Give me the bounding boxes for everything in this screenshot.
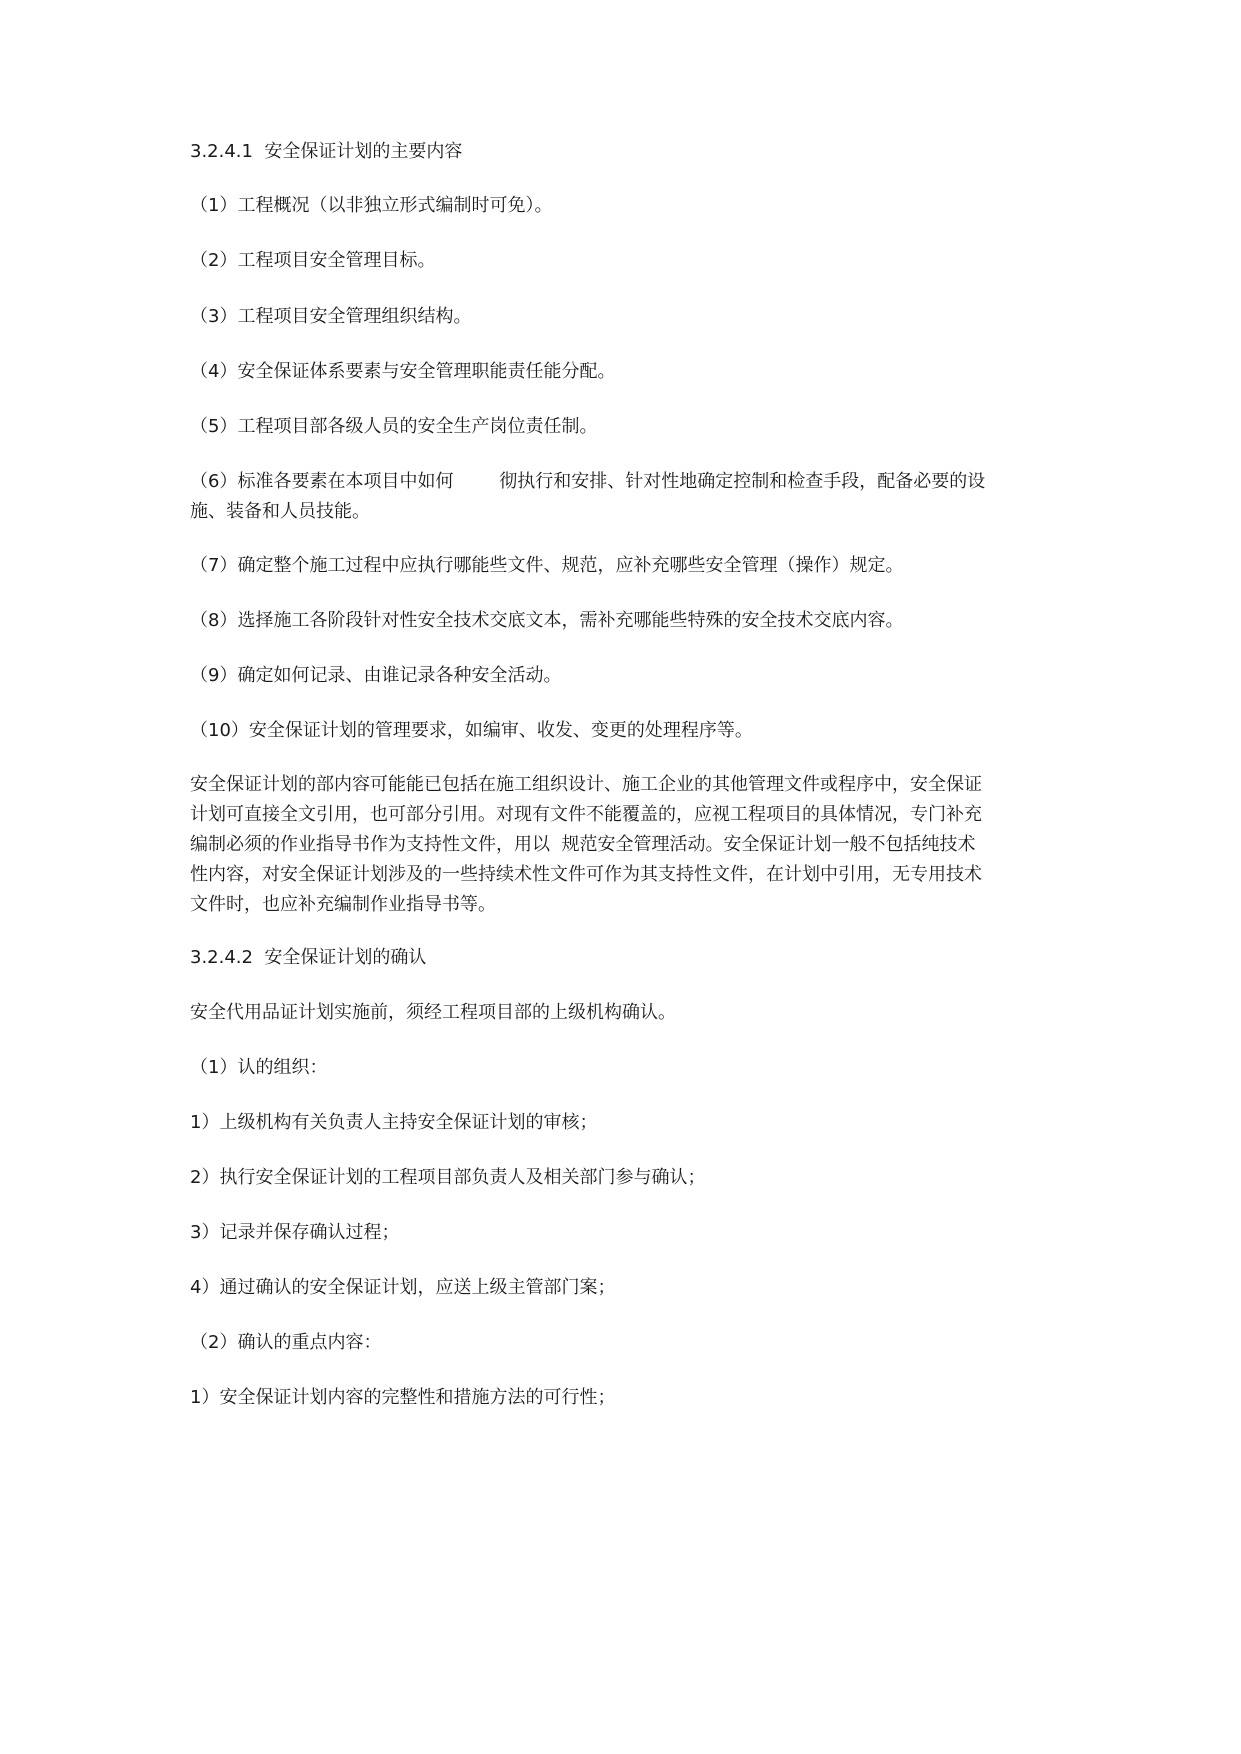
intro-text: 安全代用品证计划实施前，须经工程项目部的上级机构确认。	[190, 1002, 676, 1023]
list-item: 2）执行安全保证计划的工程项目部负责人及相关部门参与确认；	[190, 1167, 706, 1188]
list-item: 1）上级机构有关负责人主持安全保证计划的审核；	[190, 1112, 598, 1133]
list-item: 4）通过确认的安全保证计划，应送上级主管部门案；	[190, 1277, 616, 1298]
list-item: （4）安全保证体系要素与安全管理职能责任能分配。	[190, 361, 616, 382]
list-item: （5）工程项目部各级人员的安全生产岗位责任制。	[190, 416, 598, 437]
list-item: 3）记录并保存确认过程；	[190, 1222, 400, 1243]
subsection-title: （2）确认的重点内容：	[190, 1332, 382, 1353]
list-item: （9）确定如何记录、由谁记录各种安全活动。	[190, 665, 562, 686]
list-item: （1）工程概况（以非独立形式编制时可免）。	[190, 195, 553, 216]
paragraph-line: 计划可直接全文引用，也可部分引用。对现有文件不能覆盖的，应视工程项目的具体情况，专门补充	[190, 804, 982, 825]
paragraph-line: 编制必须的作业指导书作为支持性文件，用以 规范安全管理活动。安全保证计划一般不包括纯技术	[190, 834, 976, 855]
list-item: （10）安全保证计划的管理要求，如编审、收发、变更的处理程序等。	[190, 720, 753, 741]
list-item: （2）工程项目安全管理目标。	[190, 250, 436, 271]
list-item: 1）安全保证计划内容的完整性和措施方法的可行性；	[190, 1387, 616, 1408]
list-item-6	[190, 467, 1060, 527]
list-item-6-line: （6）标准各要素在本项目中如何 彻执行和安排、针对性地确定控制和检查手段，配备必要的设	[190, 471, 986, 492]
body-paragraph	[190, 770, 1060, 920]
section-heading-3-2-4-2: 3.2.4.2 安全保证计划的确认	[190, 947, 427, 968]
list-item: （7）确定整个施工过程中应执行哪能些文件、规范，应补充哪些安全管理（操作）规定。	[190, 555, 904, 576]
list-item: （3）工程项目安全管理组织结构。	[190, 306, 472, 327]
list-item-6-line: 施、装备和人员技能。	[190, 501, 370, 522]
paragraph-line: 安全保证计划的部内容可能能已包括在施工组织设计、施工企业的其他管理文件或程序中，安全保证	[190, 774, 982, 795]
paragraph-line: 性内容，对安全保证计划涉及的一些持续术性文件可作为其支持性文件，在计划中引用，无专用技术	[190, 864, 982, 885]
subsection-title: （1）认的组织：	[190, 1057, 328, 1078]
section-heading-3-2-4-1: 3.2.4.1 安全保证计划的主要内容	[190, 141, 463, 162]
list-item: （8）选择施工各阶段针对性安全技术交底文本，需补充哪能些特殊的安全技术交底内容。	[190, 610, 904, 631]
paragraph-line: 文件时，也应补充编制作业指导书等。	[190, 894, 496, 915]
